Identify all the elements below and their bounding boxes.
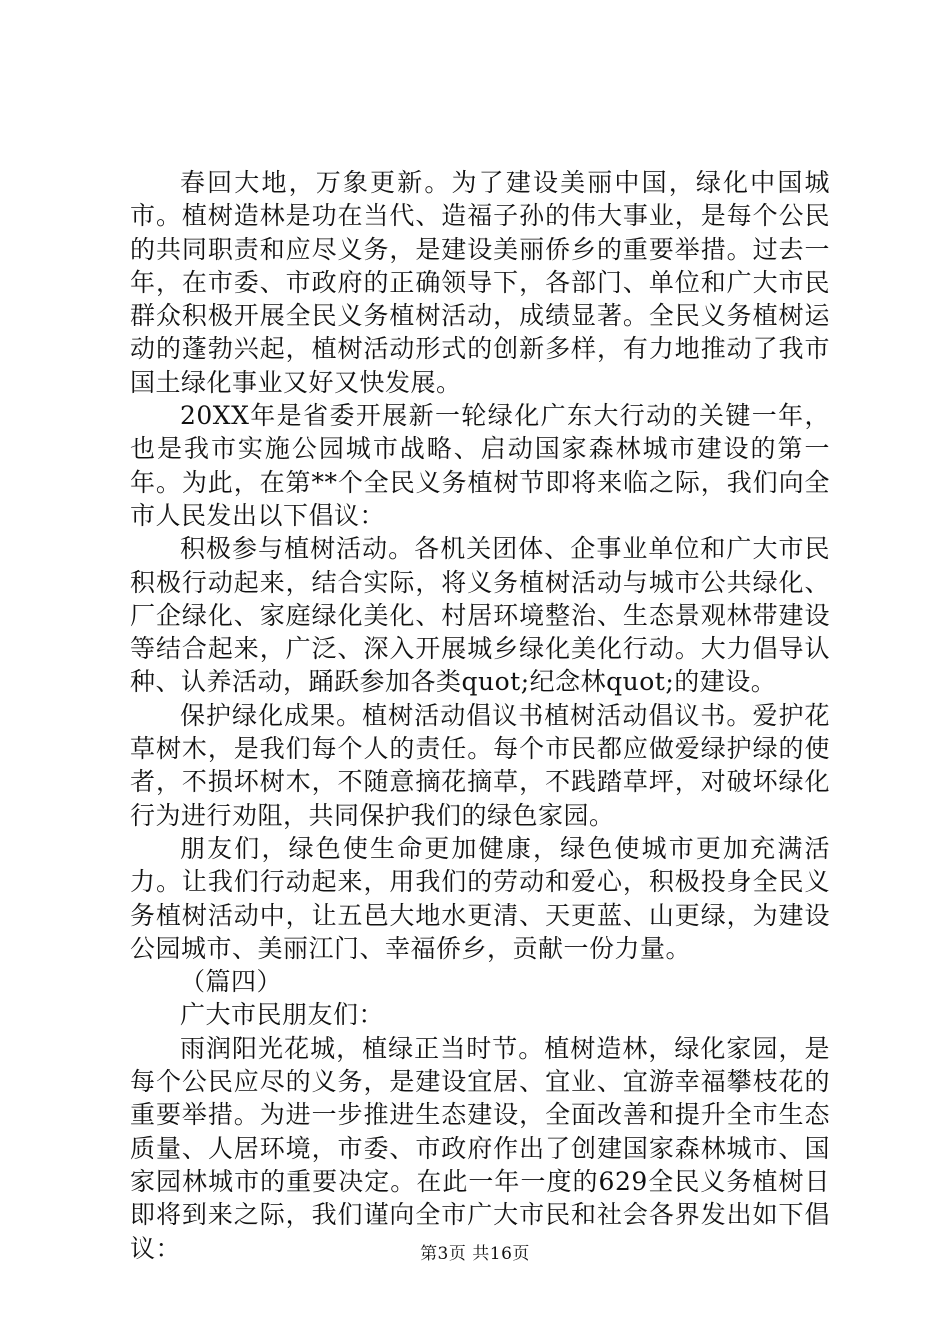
salutation: 广大市民朋友们：: [180, 1000, 385, 1030]
paragraph-year-plan: 20XX年是省委开展新一轮绿化广东大行动的关键一年，也是我市实施公园城市战略、启动国家森林城市建设的第一年。为此，在第**个全民义务植树节即将来临之际，我们向全市人民发出以下倡议：: [130, 401, 830, 530]
paragraph-spring-intro: 春回大地，万象更新。为了建设美丽中国，绿化中国城市。植树造林是功在当代、造福子孙的伟大事业，是每个公民的共同职责和应尽义务，是建设美丽侨乡的重要举措。过去一年，在市委、市政府的正确领导下，各部门、单位和广大市民群众积极开展全民义务植树活动，成绩显著。全民义务植树运动的蓬勃兴起，植树活动形式的创新多样，有力地推动了我市国土绿化事业又好又快发展。: [130, 168, 830, 397]
page-footer: 第3页 共16页: [420, 1244, 530, 1264]
paragraph-participate: 积极参与植树活动。各机关团体、企事业单位和广大市民积极行动起来，结合实际，将义务植树活动与城市公共绿化、厂企绿化、家庭绿化美化、村居环境整治、生态景观林带建设等结合起来，广泛、深入开展城乡绿化美化行动。大力倡导认种、认养活动，踊跃参加各类quot;纪念林quot;的建设。: [130, 534, 830, 697]
document-body: [130, 166, 830, 1265]
paragraph-friends: 朋友们，绿色使生命更加健康，绿色使城市更加充满活力。让我们行动起来，用我们的劳动和爱心，积极投身全民义务植树活动中，让五邑大地水更清、天更蓝、山更绿，为建设公园城市、美丽江门、幸福侨乡，贡献一份力量。: [130, 833, 830, 963]
paragraph-rain-city: 雨润阳光花城，植绿正当时节。植树造林，绿化家园，是每个公民应尽的义务，是建设宜居、宜业、宜游幸福攀枝花的重要举措。为进一步推进生态建设，全面改善和提升全市生态质量、人居环境，市委、市政府作出了创建国家森林城市、国家园林城市的重要决定。在此一年一度的629全民义务植树日即将到来之际，我们谨向全市广大市民和社会各界发出如下倡议：: [130, 1033, 830, 1263]
section-heading: （篇四）: [180, 967, 283, 997]
paragraph-protect: 保护绿化成果。植树活动倡议书植树活动倡议书。爱护花草树木，是我们每个人的责任。每个市民都应做爱绿护绿的使者，不损坏树木，不随意摘花摘草，不践踏草坪，对破坏绿化行为进行劝阻，共同保护我们的绿色家园。: [130, 700, 830, 830]
